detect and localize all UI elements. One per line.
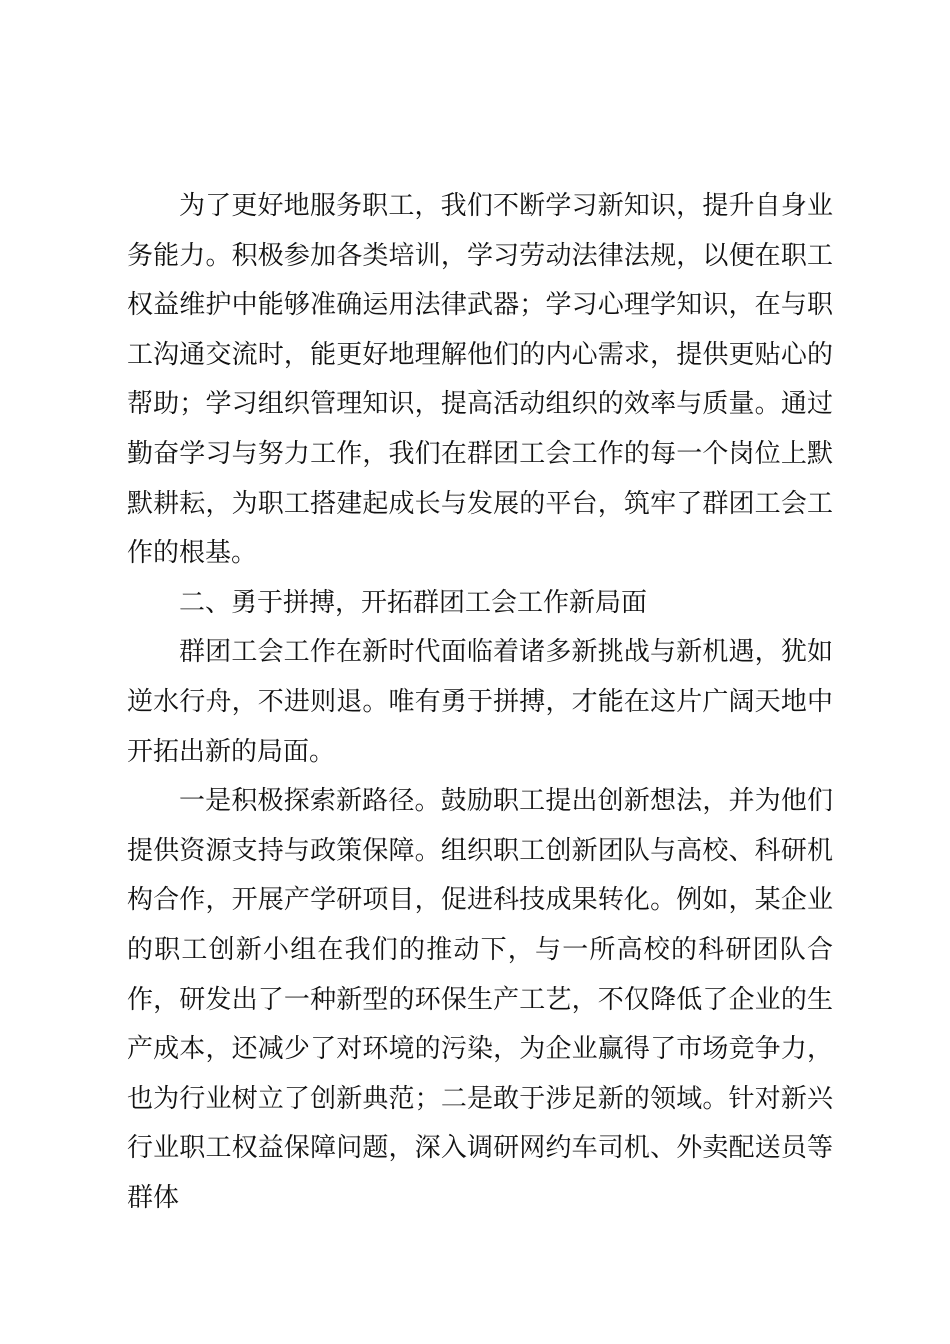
- section-heading: 二、勇于拼搏，开拓群团工会工作新局面: [179, 587, 648, 618]
- body-paragraph-2: 群团工会工作在新时代面临着诸多新挑战与新机遇，犹如逆水行舟，不进则退。唯有勇于拼搏，才能在这片广阔天地中开拓出新的局面。: [127, 637, 833, 767]
- body-paragraph-3: 一是积极探索新路径。鼓励职工提出创新想法，并为他们提供资源支持与政策保障。组织职工创新团队与高校、科研机构合作，开展产学研项目，促进科技成果转化。例如，某企业的职工创新小组在我们的推动下，与一所高校的科研团队合作，研发出了一种新型的环保生产工艺，不仅降低了企业的生产成本，还减少了对环境的污染，为企业赢得了市场竞争力，也为行业树立了创新典范；二是敢于涉足新的领域。针对新兴行业职工权益保障问题，深入调研网约车司机、外卖配送员等群体: [127, 786, 833, 1213]
- body-paragraph-1: 为了更好地服务职工，我们不断学习新知识，提升自身业务能力。积极参加各类培训，学习劳动法律法规，以便在职工权益维护中能够准确运用法律武器；学习心理学知识，在与职工沟通交流时，能更好地理解他们的内心需求，提供更贴心的帮助；学习组织管理知识，提高活动组织的效率与质量。通过勤奋学习与努力工作，我们在群团工会工作的每一个岗位上默默耕耘，为职工搭建起成长与发展的平台，筑牢了群团工会工作的根基。: [127, 191, 833, 569]
- document-body: [127, 182, 833, 1223]
